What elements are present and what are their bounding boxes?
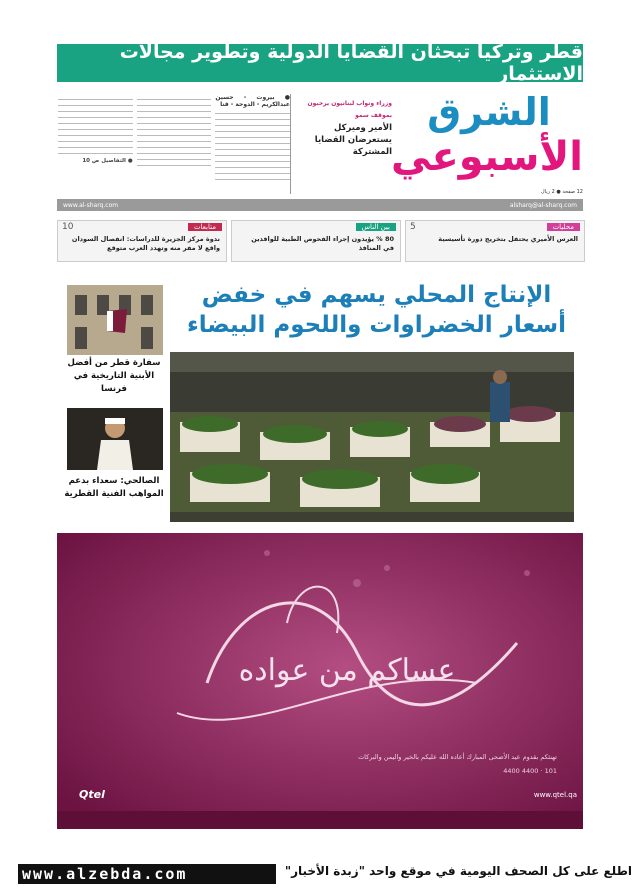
main-headline-line2: أسعار الخضراوات واللحوم البيضاء bbox=[186, 312, 567, 338]
story-left-body-3 bbox=[58, 94, 133, 154]
website-link[interactable]: www.al-sharq.com bbox=[63, 201, 119, 209]
email-link[interactable]: alsharq@al-sharq.com bbox=[509, 201, 577, 209]
section-local[interactable] bbox=[405, 220, 585, 262]
section-followup-page: 10 bbox=[62, 222, 74, 232]
story-left-col2 bbox=[137, 94, 212, 194]
footer-promo: اطلع على كل الصحف اليومية في موقع واحد "زبدة الأخبار" bbox=[284, 864, 632, 878]
artist-illustration bbox=[67, 408, 163, 470]
story-left bbox=[58, 94, 291, 194]
story-left-body-2 bbox=[137, 94, 212, 166]
section-people-text: 80 % يؤيدون إجراء الفحوص الطبية للوافدين في المنافذ bbox=[251, 235, 394, 252]
section-followup-tag: متابعات bbox=[188, 223, 222, 231]
ad-text: تهنئكم بقدوم عيد الأضحى المبارك أعاده الله عليكم بالخير واليمن والبركات bbox=[358, 753, 557, 761]
market-illustration bbox=[170, 352, 574, 522]
ad-url[interactable]: www.qtel.qa bbox=[533, 791, 577, 799]
story-center-kicker: وزراء ونواب لبنانيون يرحبون بموقف سمو bbox=[307, 100, 392, 119]
masthead-line2: الأسبوعي bbox=[390, 134, 583, 180]
footer-site-link[interactable]: www.alzebda.com bbox=[18, 864, 276, 884]
section-people-tag: بين الناس bbox=[356, 223, 396, 231]
masthead-meta: 12 صفحة ● 2 ريال bbox=[541, 189, 583, 195]
story-left-col1 bbox=[215, 94, 290, 194]
embassy-photo bbox=[67, 285, 163, 355]
story-left-col3 bbox=[58, 94, 133, 194]
section-followup-text: ندوة مركز الجزيرة للدراسات: انفصال السودان واقع لا مفر منه وتهدد العرب متوقع bbox=[71, 235, 220, 252]
story-left-kicker: ● بيروت - حسين عبدالكريم - الدوحة - قنا bbox=[215, 94, 290, 108]
story-center-title: الأمير وميركل يستعرضان القضايا المشتركة bbox=[314, 123, 392, 157]
main-headline bbox=[170, 280, 583, 350]
ad-brand-name: Qtel bbox=[79, 788, 105, 801]
masthead-line1: الشرق bbox=[427, 90, 551, 134]
artist-photo bbox=[67, 408, 163, 470]
section-people[interactable] bbox=[231, 220, 401, 262]
section-followup[interactable] bbox=[57, 220, 227, 262]
section-local-tag: محليات bbox=[547, 223, 580, 231]
section-local-text: العرس الأميري يحتفل بتخريج دورة تأسيسية bbox=[438, 235, 578, 243]
sidebar bbox=[57, 275, 167, 525]
top-banner-headline: قطر وتركيا تبحثان القضايا الدولية وتطوير مجالات الاستثمار bbox=[57, 44, 583, 82]
story-left-more[interactable]: ● التفاصيل ص 10 bbox=[82, 158, 133, 164]
sidebar-caption-2: الصالحي: سعداء بدعم المواهب الفنية القطرية bbox=[64, 476, 164, 499]
eid-advertisement[interactable] bbox=[57, 533, 583, 829]
story-left-body-1 bbox=[215, 108, 290, 180]
footer bbox=[0, 858, 632, 894]
story-center bbox=[297, 98, 392, 180]
main-photo-market bbox=[170, 352, 574, 522]
embassy-illustration bbox=[67, 285, 163, 355]
masthead-logo bbox=[390, 90, 583, 198]
ad-calligraphy: عساكم من عواده bbox=[238, 653, 456, 688]
sidebar-caption-1: سفارة قطر من أفضل الأبنية التاريخية في فرنسا bbox=[67, 358, 161, 394]
ad-phone: 4400 4400 · 101 bbox=[503, 767, 557, 775]
section-local-page: 5 bbox=[410, 222, 416, 232]
ad-brand-logo bbox=[79, 788, 139, 801]
main-headline-line1: الإنتاج المحلي يسهم في خفض bbox=[201, 282, 552, 308]
address-strip bbox=[57, 199, 583, 211]
